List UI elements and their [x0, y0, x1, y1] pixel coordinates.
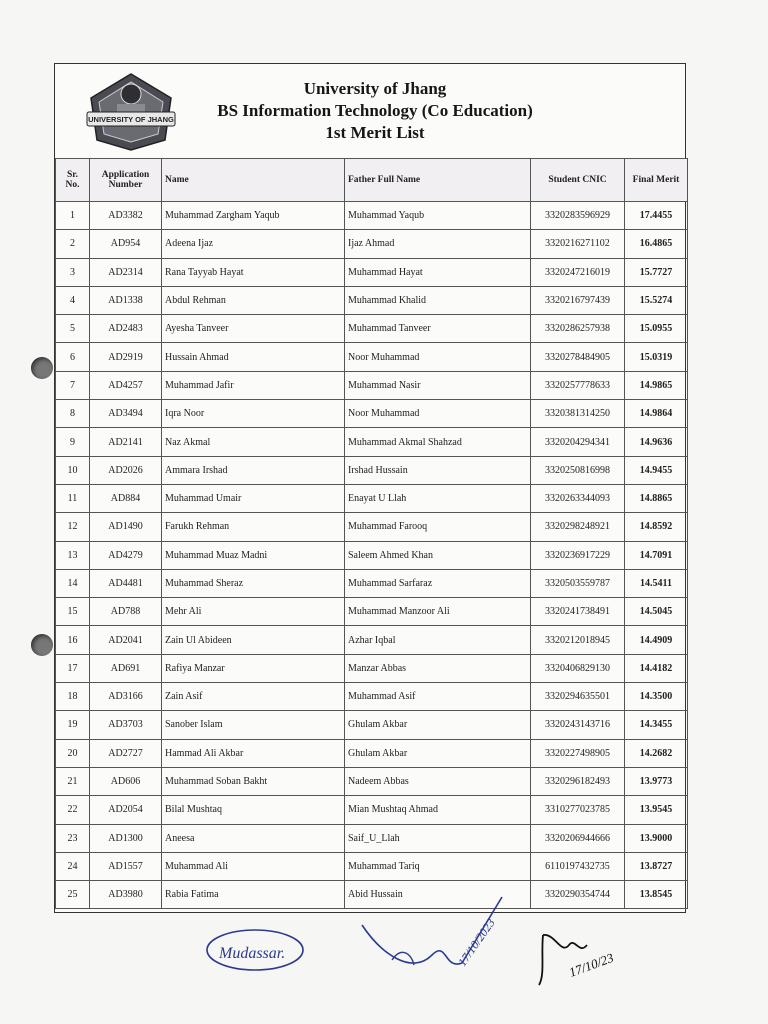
cell-sr-no: 13	[56, 541, 90, 569]
cell-father-name: Saif_U_Llah	[345, 824, 531, 852]
cell-sr-no: 2	[56, 230, 90, 258]
cell-final-merit: 14.5411	[625, 569, 688, 597]
cell-application-number: AD2483	[90, 315, 162, 343]
cell-father-name: Irshad Hussain	[345, 456, 531, 484]
cell-cnic: 3320278484905	[531, 343, 625, 371]
table-row	[56, 796, 688, 824]
cell-cnic: 3320227498905	[531, 739, 625, 767]
cell-name: Muhammad Zargham Yaqub	[162, 202, 345, 230]
col-header-sr-no: Sr. No.	[56, 159, 90, 202]
cell-father-name: Azhar Iqbal	[345, 626, 531, 654]
cell-cnic: 3320257778633	[531, 371, 625, 399]
cell-name: Naz Akmal	[162, 428, 345, 456]
cell-cnic: 3320250816998	[531, 456, 625, 484]
cell-name: Rabia Fatima	[162, 881, 345, 909]
svg-text:17/10/2023: 17/10/2023	[454, 915, 498, 969]
cell-sr-no: 17	[56, 654, 90, 682]
cell-sr-no: 22	[56, 796, 90, 824]
cell-sr-no: 9	[56, 428, 90, 456]
cell-final-merit: 14.9864	[625, 400, 688, 428]
table-header-row	[56, 159, 688, 202]
cell-name: Muhammad Jafir	[162, 371, 345, 399]
cell-final-merit: 13.9545	[625, 796, 688, 824]
cell-name: Muhammad Sheraz	[162, 569, 345, 597]
svg-text:UNIVERSITY OF JHANG: UNIVERSITY OF JHANG	[88, 115, 174, 124]
cell-cnic: 3320503559787	[531, 569, 625, 597]
cell-sr-no: 12	[56, 513, 90, 541]
cell-father-name: Muhammad Tariq	[345, 852, 531, 880]
cell-application-number: AD2314	[90, 258, 162, 286]
cell-father-name: Nadeem Abbas	[345, 767, 531, 795]
cell-final-merit: 14.7091	[625, 541, 688, 569]
cell-father-name: Muhammad Manzoor Ali	[345, 598, 531, 626]
cell-sr-no: 16	[56, 626, 90, 654]
cell-application-number: AD1490	[90, 513, 162, 541]
cell-final-merit: 13.8727	[625, 852, 688, 880]
cell-sr-no: 7	[56, 371, 90, 399]
cell-name: Muhammad Umair	[162, 484, 345, 512]
punch-hole-bottom	[31, 634, 53, 656]
cell-cnic: 3320212018945	[531, 626, 625, 654]
cell-cnic: 3320243143716	[531, 711, 625, 739]
cell-cnic: 3320263344093	[531, 484, 625, 512]
cell-final-merit: 15.0955	[625, 315, 688, 343]
cell-father-name: Noor Muhammad	[345, 343, 531, 371]
table-row	[56, 654, 688, 682]
cell-application-number: AD4257	[90, 371, 162, 399]
cell-application-number: AD2919	[90, 343, 162, 371]
merit-list-sheet	[54, 63, 686, 913]
svg-text:17/10/23: 17/10/23	[566, 949, 616, 980]
signature-2	[352, 885, 532, 995]
punch-hole-top	[31, 357, 53, 379]
col-header-final-merit: Final Merit	[625, 159, 688, 202]
cell-cnic: 3320241738491	[531, 598, 625, 626]
table-row	[56, 824, 688, 852]
cell-final-merit: 13.9773	[625, 767, 688, 795]
svg-text:Mudassar.: Mudassar.	[219, 945, 286, 962]
cell-father-name: Muhammad Asif	[345, 683, 531, 711]
cell-name: Muhammad Ali	[162, 852, 345, 880]
cell-father-name: Muhammad Khalid	[345, 286, 531, 314]
cell-application-number: AD3166	[90, 683, 162, 711]
table-body	[56, 202, 688, 909]
cell-sr-no: 4	[56, 286, 90, 314]
cell-father-name: Muhammad Nasir	[345, 371, 531, 399]
cell-sr-no: 8	[56, 400, 90, 428]
cell-cnic: 3320298248921	[531, 513, 625, 541]
cell-cnic: 3310277023785	[531, 796, 625, 824]
cell-application-number: AD4481	[90, 569, 162, 597]
cell-name: Sanober Islam	[162, 711, 345, 739]
cell-final-merit: 15.5274	[625, 286, 688, 314]
cell-name: Zain Asif	[162, 683, 345, 711]
cell-sr-no: 1	[56, 202, 90, 230]
cell-name: Hussain Ahmad	[162, 343, 345, 371]
table-row	[56, 711, 688, 739]
cell-name: Abdul Rehman	[162, 286, 345, 314]
col-header-name: Name	[162, 159, 345, 202]
table-row	[56, 230, 688, 258]
cell-application-number: AD788	[90, 598, 162, 626]
list-title: 1st Merit List	[325, 123, 425, 142]
cell-cnic: 3320236917229	[531, 541, 625, 569]
cell-father-name: Saleem Ahmed Khan	[345, 541, 531, 569]
cell-name: Aneesa	[162, 824, 345, 852]
cell-sr-no: 6	[56, 343, 90, 371]
col-header-cnic: Student CNIC	[531, 159, 625, 202]
cell-application-number: AD954	[90, 230, 162, 258]
merit-table	[55, 158, 688, 909]
table-row	[56, 315, 688, 343]
cell-father-name: Muhammad Tanveer	[345, 315, 531, 343]
cell-father-name: Manzar Abbas	[345, 654, 531, 682]
cell-cnic: 3320204294341	[531, 428, 625, 456]
cell-sr-no: 23	[56, 824, 90, 852]
university-name: University of Jhang	[303, 79, 447, 98]
table-row	[56, 484, 688, 512]
cell-name: Hammad Ali Akbar	[162, 739, 345, 767]
table-row	[56, 428, 688, 456]
cell-name: Rafiya Manzar	[162, 654, 345, 682]
cell-final-merit: 15.0319	[625, 343, 688, 371]
cell-cnic: 3320283596929	[531, 202, 625, 230]
cell-application-number: AD3382	[90, 202, 162, 230]
cell-name: Adeena Ijaz	[162, 230, 345, 258]
cell-father-name: Muhammad Hayat	[345, 258, 531, 286]
cell-name: Iqra Noor	[162, 400, 345, 428]
cell-name: Muhammad Soban Bakht	[162, 767, 345, 795]
col-header-father-name: Father Full Name	[345, 159, 531, 202]
cell-cnic: 6110197432735	[531, 852, 625, 880]
cell-cnic: 3320294635501	[531, 683, 625, 711]
cell-cnic: 3320296182493	[531, 767, 625, 795]
cell-application-number: AD3703	[90, 711, 162, 739]
cell-name: Ayesha Tanveer	[162, 315, 345, 343]
cell-father-name: Abid Hussain	[345, 881, 531, 909]
cell-father-name: Mian Mushtaq Ahmad	[345, 796, 531, 824]
cell-application-number: AD1557	[90, 852, 162, 880]
table-row	[56, 400, 688, 428]
cell-father-name: Muhammad Akmal Shahzad	[345, 428, 531, 456]
cell-father-name: Ghulam Akbar	[345, 711, 531, 739]
document-header	[55, 64, 685, 159]
university-logo	[85, 68, 177, 152]
cell-application-number: AD2041	[90, 626, 162, 654]
cell-application-number: AD2727	[90, 739, 162, 767]
table-row	[56, 683, 688, 711]
cell-cnic: 3320381314250	[531, 400, 625, 428]
cell-application-number: AD2054	[90, 796, 162, 824]
cell-name: Ammara Irshad	[162, 456, 345, 484]
cell-final-merit: 13.9000	[625, 824, 688, 852]
table-row	[56, 456, 688, 484]
cell-sr-no: 21	[56, 767, 90, 795]
program-name: BS Information Technology (Co Education)	[217, 101, 533, 120]
cell-application-number: AD2141	[90, 428, 162, 456]
cell-cnic: 3320247216019	[531, 258, 625, 286]
table-row	[56, 343, 688, 371]
title-block	[175, 78, 575, 144]
cell-sr-no: 15	[56, 598, 90, 626]
cell-name: Bilal Mushtaq	[162, 796, 345, 824]
cell-name: Farukh Rehman	[162, 513, 345, 541]
cell-sr-no: 20	[56, 739, 90, 767]
table-row	[56, 286, 688, 314]
signature-mudassar	[205, 922, 325, 982]
cell-application-number: AD1338	[90, 286, 162, 314]
cell-father-name: Muhammad Yaqub	[345, 202, 531, 230]
cell-father-name: Noor Muhammad	[345, 400, 531, 428]
table-row	[56, 626, 688, 654]
cell-name: Rana Tayyab Hayat	[162, 258, 345, 286]
cell-sr-no: 25	[56, 881, 90, 909]
cell-application-number: AD606	[90, 767, 162, 795]
cell-cnic: 3320206944666	[531, 824, 625, 852]
cell-cnic: 3320286257938	[531, 315, 625, 343]
cell-final-merit: 14.4182	[625, 654, 688, 682]
cell-father-name: Muhammad Sarfaraz	[345, 569, 531, 597]
cell-final-merit: 14.3500	[625, 683, 688, 711]
cell-application-number: AD3494	[90, 400, 162, 428]
table-row	[56, 371, 688, 399]
cell-sr-no: 24	[56, 852, 90, 880]
signature-3	[535, 915, 645, 990]
table-row	[56, 513, 688, 541]
table-row	[56, 541, 688, 569]
cell-father-name: Enayat U Llah	[345, 484, 531, 512]
cell-final-merit: 15.7727	[625, 258, 688, 286]
table-row	[56, 258, 688, 286]
cell-sr-no: 19	[56, 711, 90, 739]
table-row	[56, 598, 688, 626]
cell-final-merit: 17.4455	[625, 202, 688, 230]
cell-final-merit: 14.8592	[625, 513, 688, 541]
cell-final-merit: 14.4909	[625, 626, 688, 654]
cell-sr-no: 14	[56, 569, 90, 597]
cell-application-number: AD3980	[90, 881, 162, 909]
cell-father-name: Ghulam Akbar	[345, 739, 531, 767]
cell-application-number: AD1300	[90, 824, 162, 852]
cell-cnic: 3320406829130	[531, 654, 625, 682]
cell-final-merit: 14.8865	[625, 484, 688, 512]
cell-sr-no: 11	[56, 484, 90, 512]
cell-name: Muhammad Muaz Madni	[162, 541, 345, 569]
cell-final-merit: 13.8545	[625, 881, 688, 909]
cell-application-number: AD691	[90, 654, 162, 682]
cell-sr-no: 5	[56, 315, 90, 343]
table-row	[56, 767, 688, 795]
cell-cnic: 3320216797439	[531, 286, 625, 314]
cell-final-merit: 14.3455	[625, 711, 688, 739]
cell-final-merit: 14.5045	[625, 598, 688, 626]
cell-final-merit: 14.2682	[625, 739, 688, 767]
cell-name: Zain Ul Abideen	[162, 626, 345, 654]
cell-application-number: AD884	[90, 484, 162, 512]
col-header-application-number: Application Number	[90, 159, 162, 202]
cell-application-number: AD2026	[90, 456, 162, 484]
cell-sr-no: 3	[56, 258, 90, 286]
table-row	[56, 739, 688, 767]
cell-final-merit: 14.9865	[625, 371, 688, 399]
cell-sr-no: 10	[56, 456, 90, 484]
cell-father-name: Muhammad Farooq	[345, 513, 531, 541]
table-row	[56, 852, 688, 880]
cell-father-name: Ijaz Ahmad	[345, 230, 531, 258]
cell-final-merit: 14.9636	[625, 428, 688, 456]
cell-name: Mehr Ali	[162, 598, 345, 626]
table-row	[56, 569, 688, 597]
table-row	[56, 202, 688, 230]
cell-sr-no: 18	[56, 683, 90, 711]
cell-cnic: 3320290354744	[531, 881, 625, 909]
cell-final-merit: 14.9455	[625, 456, 688, 484]
cell-final-merit: 16.4865	[625, 230, 688, 258]
cell-application-number: AD4279	[90, 541, 162, 569]
cell-cnic: 3320216271102	[531, 230, 625, 258]
